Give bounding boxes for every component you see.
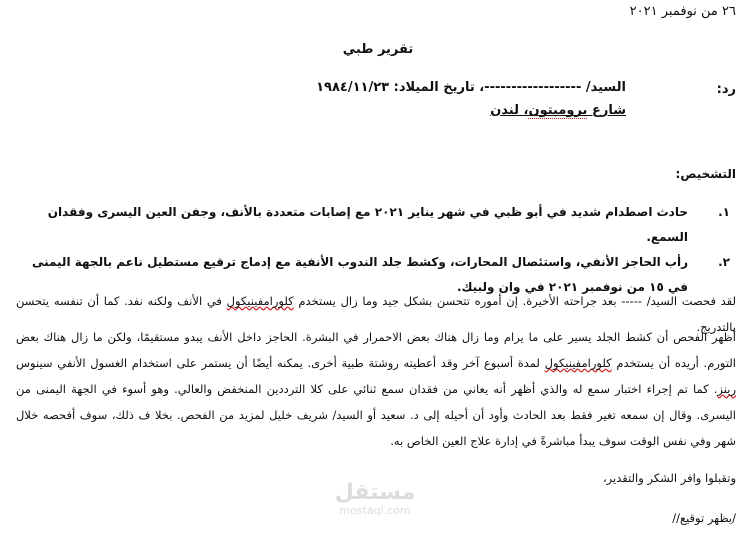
paragraph-text: في الأنف ولكنه نفد. كما أن تنفسه يتحسن بالتدريج. [16, 294, 736, 334]
watermark-url: mostaql.com [339, 504, 411, 517]
spellcheck-flagged-word[interactable]: كلورامفينيكول [226, 294, 294, 308]
spellcheck-flagged-word[interactable]: كلورامفينيكول [544, 356, 612, 370]
recipient-name-dob: السيد/ ------------------، تاريخ الميلاد: ١٩٨٤/١١/٢٣ [316, 80, 626, 95]
paragraph-text: . كما تم إجراء اختبار سمع له والذي أظهر أنه يعاني من فقدان سمع ثنائي على كلا الترددين المنخفض والعالي. وهو أسوء في الجهة اليمنى من اليسرى. وقال إن سمعه تغير فقط بعد الحادث وأود أن أحيله إلى د. سعيد أو السيد/ شريف خليل لمزيد من الفحص. بخلا ف ذلك، سوف أفحصه خلال شهر وفي نفس الوقت سوف يبدأ مباشرةً في إدارة علاج العين الخاص به. [16, 382, 736, 448]
recipient-label: رد: [716, 82, 736, 97]
report-title: تقرير طبي [342, 42, 414, 57]
paragraph-text: لقد فحصت السيد/ ----- بعد جراحته الأخيرة. إن أموره تتحسن بشكل جيد وما زال يستخدم [293, 294, 736, 308]
paragraph-text: لمدة أسبوع آخر وقد أعطيته روشتة طبية أخرى. يمكنه أيضًا أن يستمر على استخدام الغسول الأنفي سينوس [16, 356, 545, 370]
watermark-logo: مستقل [334, 480, 416, 505]
findings-paragraph [16, 324, 736, 454]
list-number: ١. [718, 205, 730, 219]
paragraph-text: أظهر الفحص أن كشط الجلد يسير على ما يرام وما زال هناك بعض الاحمرار في البشرة. الحاجز داخل الأنف يبدو مستقيمًا، ولكن ما زال هناك بعض التورم. أريده أن يستخدم [16, 330, 736, 370]
diagnosis-text: حادث اصطدام شديد في أبو ظبي في شهر يناير ٢٠٢١ مع إصابات متعددة بالأنف، وجفن العين اليسرى وفقدان السمع. [47, 205, 688, 244]
address-city: ، لندن [490, 103, 529, 118]
signature-line: /يظهر توقيع// [672, 511, 736, 525]
spellcheck-flagged-word[interactable]: برومبتون [528, 103, 588, 118]
diagnosis-item [16, 200, 736, 250]
diagnosis-heading: التشخيص: [675, 167, 736, 181]
address-street-prefix: شارع [587, 103, 626, 118]
list-number: ٢. [718, 255, 730, 269]
diagnosis-text: رأب الحاجز الأنفي، واستئصال المحارات، وكشط جلد الندوب الأنفية مع إدماج ترقيع مستطيل ناعم بالجهة اليمنى في ١٥ من نوفمبر ٢٠٢١ في وان ولبيك. [31, 255, 688, 294]
closing-salutation: وتقبلوا وافر الشكر والتقدير، [602, 471, 736, 485]
report-date: ٢٦ من نوفمبر ٢٠٢١ [629, 4, 736, 19]
spellcheck-flagged-word[interactable]: رينز [717, 382, 736, 396]
mostaql-watermark [325, 481, 425, 517]
recipient-address [490, 103, 626, 118]
diagnosis-list [16, 200, 736, 300]
